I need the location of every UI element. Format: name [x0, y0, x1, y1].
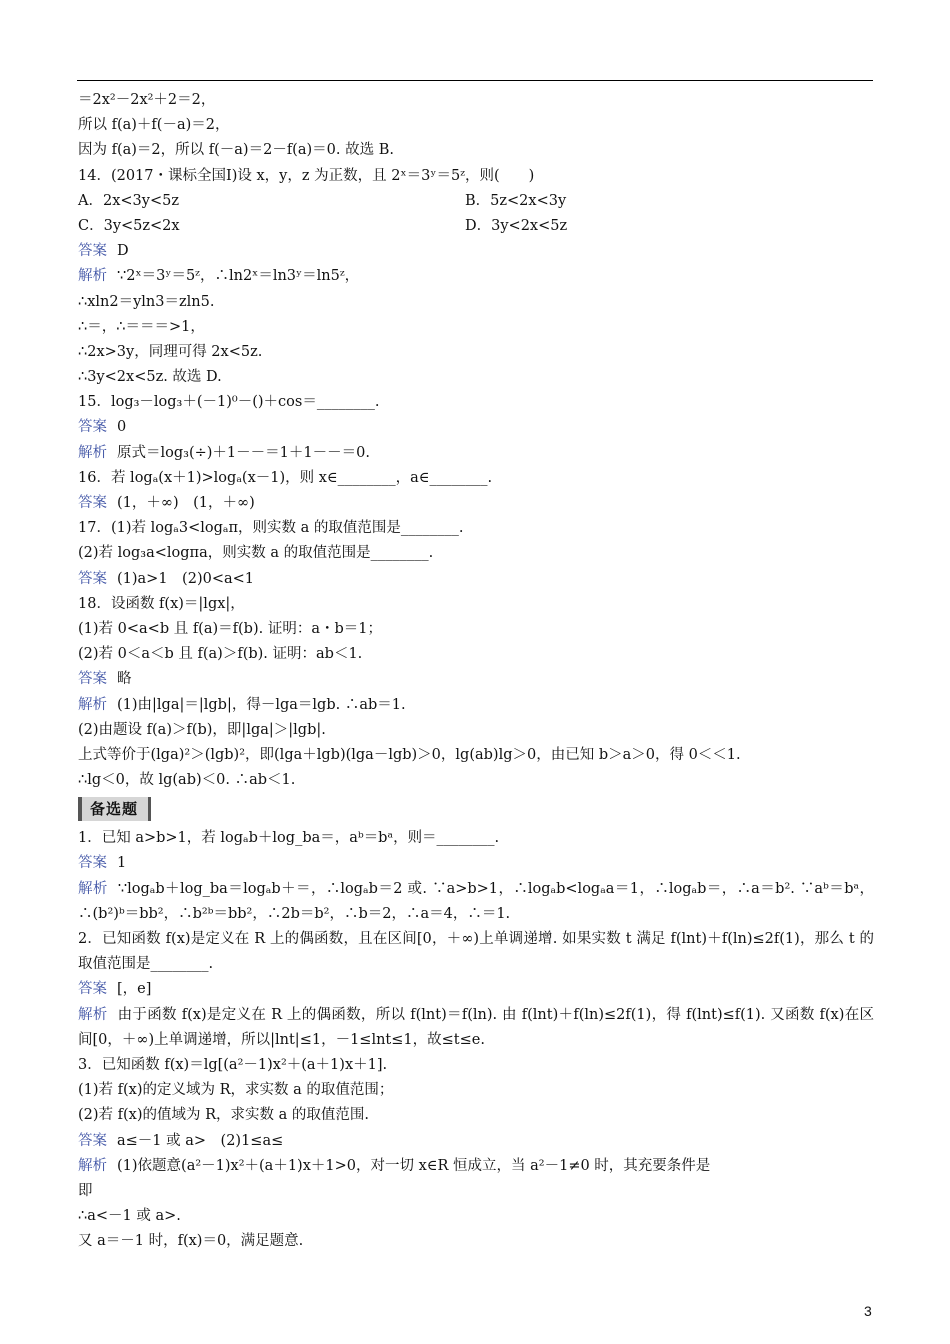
text-line: 17．(1)若 logₐ3<logₐπ，则实数 a 的取值范围是________. — [78, 520, 464, 537]
option-left: C．3y<5z<2x — [78, 217, 180, 234]
text-line: (2)由题设 f(a)＞f(b)，即|lga|＞|lgb|. — [78, 721, 326, 738]
section-bar-right — [148, 797, 151, 821]
text-line: ∴＝，∴＝＝＝>1， — [78, 318, 205, 335]
label-tag: 答案 — [78, 243, 107, 260]
answer-line — [78, 415, 874, 440]
line-text: (1)由|lga|＝|lgb|，得－lga＝lgb. ∴ab＝1. — [117, 696, 406, 713]
label-tag: 答案 — [78, 1132, 107, 1149]
text-line: 3．已知函数 f(x)＝lg[(a²－1)x²＋(a＋1)x＋1]. — [78, 1057, 388, 1074]
line-text: 1 — [117, 855, 127, 872]
text-line: 上式等价于(lga)²＞(lgb)²，即(lga＋lgb)(lga－lgb)＞0，lg(ab)lg＞0，由已知 b＞a＞0，得 0＜＜1. — [78, 746, 741, 763]
label-tag: 解析 — [78, 268, 107, 285]
answer-line — [78, 239, 874, 264]
option-right: B．5z<2x<3y — [465, 192, 567, 209]
text-line: (2)若 f(x)的值域为 R，求实数 a 的取值范围. — [78, 1107, 370, 1124]
text-line: ∴a<－1 或 a>. — [78, 1208, 181, 1225]
label-tag: 答案 — [78, 981, 107, 998]
text-line: 所以 f(a)＋f(－a)＝2， — [78, 117, 230, 134]
line-text: [，e] — [117, 981, 152, 998]
line-text: (1)依题意(a²－1)x²＋(a＋1)x＋1>0，对一切 x∈R 恒成立，当 a²－1≠0 时，其充要条件是 — [117, 1157, 711, 1174]
line-text: 原式＝log₃(÷)＋1－－＝1＋1－－＝0. — [117, 444, 370, 461]
text-line: ∴2x>3y，同理可得 2x<5z. — [78, 343, 263, 360]
section-heading — [78, 797, 151, 821]
analysis-line — [78, 877, 874, 927]
line-text: D — [117, 243, 129, 260]
analysis-line — [78, 693, 874, 718]
analysis-line — [78, 441, 874, 466]
line-text: 略 — [117, 671, 132, 688]
label-tag: 解析 — [78, 1006, 108, 1023]
label-tag: 答案 — [78, 855, 107, 872]
text-line: 又 a＝－1 时，f(x)＝0，满足题意. — [78, 1233, 304, 1250]
text-line: ＝2x²－2x²＋2＝2， — [78, 92, 216, 108]
header-rule — [77, 80, 873, 81]
label-tag: 答案 — [78, 419, 107, 436]
label-tag: 解析 — [78, 696, 107, 713]
text-line: 1．已知 a>b>1，若 logₐb＋log_ba＝，aᵇ＝bᵃ，则＝________. — [78, 830, 500, 847]
label-tag: 答案 — [78, 570, 107, 587]
analysis-line — [78, 264, 874, 289]
label-tag: 答案 — [78, 671, 107, 688]
line-text: ∵logₐb＋log_ba＝logₐb＋＝，∴logₐb＝2 或. ∵a>b>1，∴logₐb<logₐa＝1，∴logₐb＝，∴a＝b². ∵aᵇ＝bᵃ，∴(b²)ᵇ＝bb²，∴b²ᵇ＝bb²，∴2b＝b²，∴b＝2，∴a＝4，∴＝1. — [78, 880, 875, 922]
answer-line — [78, 977, 874, 1002]
analysis-line — [78, 1154, 874, 1179]
text-line: (1)若 f(x)的定义域为 R，求实数 a 的取值范围； — [78, 1082, 394, 1099]
label-tag: 解析 — [78, 880, 108, 897]
text-line: (2)若 log₃a<logπa，则实数 a 的取值范围是________. — [78, 545, 434, 562]
text-line: 15．log₃－log₃＋(－1)⁰－()＋cos＝________. — [78, 394, 380, 411]
analysis-line — [78, 1003, 874, 1053]
text-line: ∴lg＜0，故 lg(ab)＜0. ∴ab＜1. — [78, 772, 296, 789]
answer-line — [78, 1129, 874, 1154]
text-line: 18．设函数 f(x)＝|lgx|， — [78, 595, 245, 612]
answer-line — [78, 491, 874, 516]
line-text: ∵2ˣ＝3ʸ＝5ᶻ，∴ln2ˣ＝ln3ʸ＝ln5ᶻ， — [117, 268, 360, 285]
line-text: a≤－1 或 a> (2)1≤a≤ — [117, 1132, 284, 1149]
line-text: (1，＋∞) (1，＋∞) — [117, 495, 255, 511]
answer-line — [78, 567, 874, 592]
text-line: 即 — [78, 1182, 93, 1199]
document-body — [78, 88, 874, 1255]
option-row — [78, 189, 874, 214]
text-line: 14．(2017・课标全国Ⅰ)设 x，y，z 为正数，且 2ˣ＝3ʸ＝5ᶻ，则( ) — [78, 167, 535, 184]
text-line: (1)若 0<a<b 且 f(a)＝f(b). 证明：a・b＝1； — [78, 620, 382, 637]
line-text: (1)a>1 (2)0<a<1 — [117, 570, 254, 587]
text-line: ∴xln2＝yln3＝zln5. — [78, 293, 215, 310]
answer-line — [78, 667, 874, 692]
text-line: 16．若 logₐ(x＋1)>logₐ(x－1)，则 x∈________，a∈________. — [78, 469, 493, 486]
text-line: (2)若 0＜a＜b 且 f(a)＞f(b). 证明：ab＜1. — [78, 646, 363, 663]
label-tag: 解析 — [78, 444, 107, 461]
text-line: 2．已知函数 f(x)是定义在 R 上的偶函数，且在区间[0，＋∞)上单调递增. 如果实数 t 满足 f(lnt)＋f(ln)≤2f(1)，那么 t 的取值范围是________. — [78, 931, 874, 973]
answer-line — [78, 851, 874, 876]
label-tag: 解析 — [78, 1157, 107, 1174]
section-title: 备选题 — [82, 797, 148, 821]
page-number: 3 — [864, 1303, 872, 1319]
text-line: 因为 f(a)＝2，所以 f(－a)＝2－f(a)＝0. 故选 B. — [78, 142, 394, 159]
label-tag: 答案 — [78, 495, 107, 511]
line-text: 由于函数 f(x)是定义在 R 上的偶函数，所以 f(lnt)＝f(ln). 由 f(lnt)＋f(ln)≤2f(1)，得 f(lnt)≤f(1). 又函数 f(x)在区间[0，＋∞)上单调递增，所以|lnt|≤1，－1≤lnt≤1，故≤t≤e. — [78, 1006, 875, 1048]
option-right: D．3y<2x<5z — [465, 217, 568, 234]
option-row — [78, 214, 874, 239]
text-line: ∴3y<2x<5z. 故选 D. — [78, 369, 222, 386]
line-text: 0 — [117, 419, 127, 436]
option-left: A．2x<3y<5z — [78, 192, 179, 209]
